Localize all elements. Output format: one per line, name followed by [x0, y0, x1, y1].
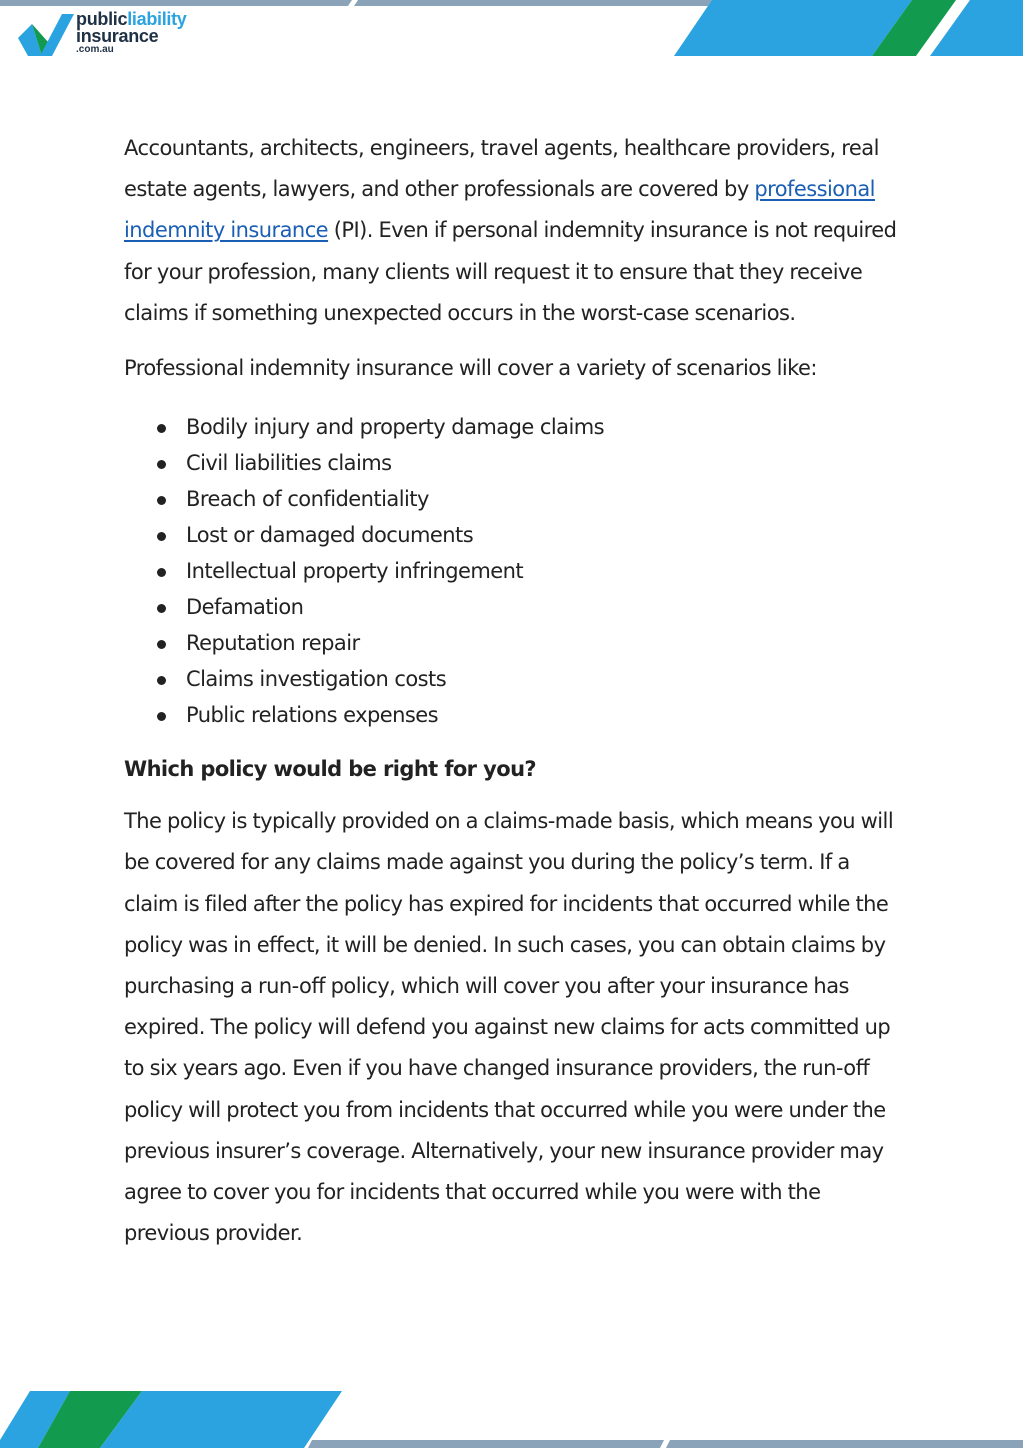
bullet-icon	[157, 712, 166, 721]
bullet-icon	[157, 460, 166, 469]
list-item-text: Public relations expenses	[186, 703, 439, 728]
bullet-icon	[157, 604, 166, 613]
list-item	[124, 589, 904, 625]
bullet-icon	[157, 676, 166, 685]
article-body	[124, 128, 904, 1254]
section-paragraph: The policy is typically provided on a claims-made basis, which means you will be covered for any claims made against you during the policy’s term. If a claim is filed after the policy has expired for incidents that occurred while the policy was in effect, it will be denied. In such cases, you can obtain claims by purchasing a run-off policy, which will cover you after your insurance has expired. The policy will defend you against new claims for acts committed up to six years ago. Even if you have changed insurance providers, the run-off policy will protect you from incidents that occurred while you were under the previous insurer’s coverage. Alternatively, your new insurance provider may agree to cover you for incidents that occurred while you were with the previous provider.	[124, 809, 894, 1246]
footer-stripes	[0, 1388, 1023, 1448]
bullet-icon	[157, 496, 166, 505]
professional-indemnity-link[interactable]: professional indemnity insurance	[124, 177, 875, 243]
list-item	[124, 697, 904, 733]
list-item	[124, 661, 904, 697]
brand-logo[interactable]	[18, 10, 218, 56]
list-item	[124, 445, 904, 481]
list-item-text: Civil liabilities claims	[186, 451, 392, 476]
list-item-text: Breach of confidentiality	[186, 487, 429, 512]
list-item-text: Claims investigation costs	[186, 667, 447, 692]
list-item	[124, 409, 904, 445]
intro-text-start: Accountants, architects, engineers, travel agents, healthcare providers, real estate agents, lawyers, and other professionals are covered by	[124, 136, 879, 202]
list-item-text: Defamation	[186, 595, 304, 620]
list-item	[124, 481, 904, 517]
list-item-text: Intellectual property infringement	[186, 559, 524, 584]
bullet-icon	[157, 532, 166, 541]
logo-word-liability: liability	[127, 9, 187, 29]
section-heading: Which policy would be right for you?	[124, 757, 536, 782]
coverage-lead-in: Professional indemnity insurance will cover a variety of scenarios like:	[124, 356, 817, 381]
coverage-list	[124, 409, 904, 733]
list-item-text: Reputation repair	[186, 631, 360, 656]
logo-domain: .com.au	[76, 44, 114, 55]
logo-word-public: public	[76, 9, 128, 29]
intro-paragraph	[124, 128, 904, 334]
list-item	[124, 553, 904, 589]
list-item	[124, 517, 904, 553]
logo-mark-icon	[18, 14, 78, 56]
bullet-icon	[157, 568, 166, 577]
bullet-icon	[157, 640, 166, 649]
list-item	[124, 625, 904, 661]
list-item-text: Lost or damaged documents	[186, 523, 474, 548]
bullet-icon	[157, 424, 166, 433]
logo-word-insurance: insurance	[76, 26, 159, 46]
list-item-text: Bodily injury and property damage claims	[186, 415, 605, 440]
intro-text-end: (PI). Even if personal indemnity insurance is not required for your profession, many clients will request it to ensure that they receive claims if something unexpected occurs in the worst-case scenarios.	[124, 218, 897, 325]
logo-wordmark	[76, 10, 187, 55]
